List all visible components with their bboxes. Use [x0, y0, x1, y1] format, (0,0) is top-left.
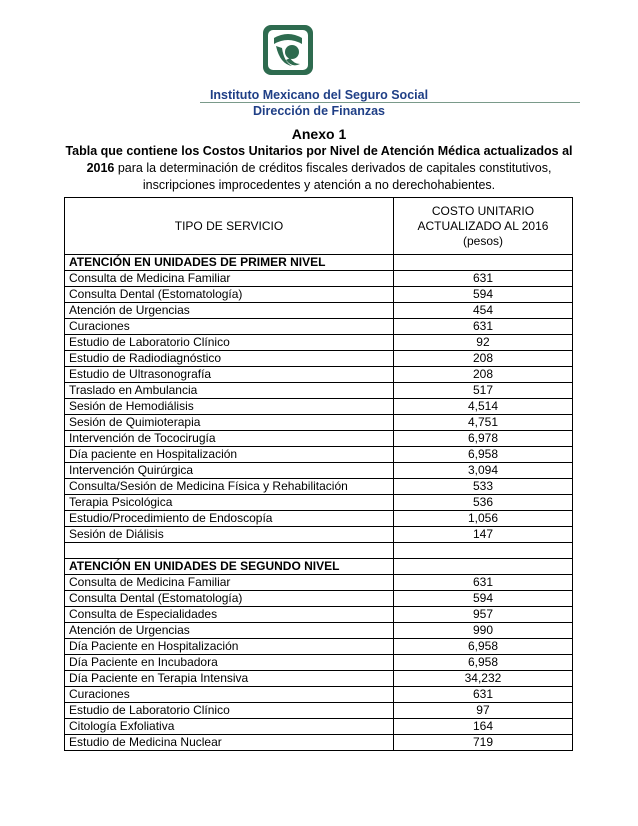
- header-service-type: TIPO DE SERVICIO: [65, 198, 394, 255]
- cost-cell: 6,958: [393, 447, 572, 463]
- description-normal: para la determinación de créditos fiscales derivados de capitales constitutivos, inscripciones improcedentes y atención a no derechohabientes.: [114, 161, 552, 192]
- service-cell: Traslado en Ambulancia: [65, 383, 394, 399]
- service-cell: Terapia Psicológica: [65, 495, 394, 511]
- service-cell: Consulta Dental (Estomatología): [65, 591, 394, 607]
- cost-cell: 536: [393, 495, 572, 511]
- table-row: [65, 623, 573, 639]
- cost-cell: 4,751: [393, 415, 572, 431]
- cost-cell: 594: [393, 591, 572, 607]
- section-heading-row: [65, 255, 573, 271]
- table-description: [62, 143, 576, 194]
- table-body: [65, 255, 573, 751]
- table-row: [65, 495, 573, 511]
- table-row: [65, 575, 573, 591]
- table-row: [65, 511, 573, 527]
- blank-cell: [393, 543, 572, 559]
- section-empty-cell: [393, 255, 572, 271]
- cost-cell: 454: [393, 303, 572, 319]
- table-row: [65, 591, 573, 607]
- service-cell: Consulta de Especialidades: [65, 607, 394, 623]
- service-cell: Consulta/Sesión de Medicina Física y Rehabilitación: [65, 479, 394, 495]
- table-row: [65, 719, 573, 735]
- cost-cell: 631: [393, 575, 572, 591]
- table-row: [65, 287, 573, 303]
- service-cell: Curaciones: [65, 319, 394, 335]
- cost-cell: 594: [393, 287, 572, 303]
- imss-logo-icon: [262, 24, 314, 76]
- cost-cell: 6,958: [393, 639, 572, 655]
- table-row: [65, 399, 573, 415]
- table-row: [65, 271, 573, 287]
- service-cell: Consulta de Medicina Familiar: [65, 575, 394, 591]
- service-cell: Consulta de Medicina Familiar: [65, 271, 394, 287]
- header-divider: [200, 102, 580, 103]
- service-cell: Sesión de Hemodiálisis: [65, 399, 394, 415]
- table-row: [65, 687, 573, 703]
- table-row: [65, 639, 573, 655]
- cost-cell: 6,978: [393, 431, 572, 447]
- service-cell: Sesión de Diálisis: [65, 527, 394, 543]
- cost-cell: 957: [393, 607, 572, 623]
- cost-cell: 533: [393, 479, 572, 495]
- service-cell: Sesión de Quimioterapia: [65, 415, 394, 431]
- table-row: [65, 303, 573, 319]
- table-row: [65, 447, 573, 463]
- cost-cell: 990: [393, 623, 572, 639]
- service-cell: Curaciones: [65, 687, 394, 703]
- table-row: [65, 655, 573, 671]
- institution-name: Instituto Mexicano del Seguro Social: [209, 88, 429, 102]
- service-cell: Día Paciente en Hospitalización: [65, 639, 394, 655]
- service-cell: Citología Exfoliativa: [65, 719, 394, 735]
- service-cell: Consulta Dental (Estomatología): [65, 287, 394, 303]
- service-cell: Día paciente en Hospitalización: [65, 447, 394, 463]
- service-cell: Estudio de Ultrasonografía: [65, 367, 394, 383]
- service-cell: Atención de Urgencias: [65, 623, 394, 639]
- service-cell: Estudio de Radiodiagnóstico: [65, 351, 394, 367]
- cost-cell: 164: [393, 719, 572, 735]
- table-header-row: [65, 198, 573, 255]
- section-heading-row: [65, 559, 573, 575]
- table-row: [65, 479, 573, 495]
- table-row: [65, 735, 573, 751]
- table-row: [65, 671, 573, 687]
- table-row: [65, 335, 573, 351]
- section-title: ATENCIÓN EN UNIDADES DE PRIMER NIVEL: [65, 255, 394, 271]
- table-row: [65, 703, 573, 719]
- service-cell: Intervención de Tococirugía: [65, 431, 394, 447]
- cost-table: [64, 197, 573, 751]
- annex-title: Anexo 1: [291, 126, 347, 142]
- header-unit-cost-l1: COSTO UNITARIO: [431, 203, 535, 218]
- table-row: [65, 463, 573, 479]
- table-row: [65, 351, 573, 367]
- service-cell: Estudio de Laboratorio Clínico: [65, 703, 394, 719]
- service-cell: Estudio de Medicina Nuclear: [65, 735, 394, 751]
- table-row: [65, 383, 573, 399]
- cost-cell: 1,056: [393, 511, 572, 527]
- table-row: [65, 415, 573, 431]
- header-unit-cost-l2: ACTUALIZADO AL 2016: [417, 218, 549, 233]
- service-cell: Día Paciente en Incubadora: [65, 655, 394, 671]
- table-row: [65, 319, 573, 335]
- service-cell: Intervención Quirúrgica: [65, 463, 394, 479]
- description-bold: Tabla que contiene los Costos Unitarios por Nivel de Atención Médica actualizados al 2016: [65, 144, 573, 175]
- cost-cell: 719: [393, 735, 572, 751]
- service-cell: Estudio de Laboratorio Clínico: [65, 335, 394, 351]
- cost-cell: 208: [393, 367, 572, 383]
- cost-cell: 631: [393, 687, 572, 703]
- header-unit-cost-l3: (pesos): [462, 233, 503, 248]
- cost-cell: 208: [393, 351, 572, 367]
- cost-cell: 631: [393, 271, 572, 287]
- blank-cell: [65, 543, 394, 559]
- table-row: [65, 431, 573, 447]
- department-name: Dirección de Finanzas: [253, 104, 385, 118]
- service-cell: Atención de Urgencias: [65, 303, 394, 319]
- cost-cell: 4,514: [393, 399, 572, 415]
- section-empty-cell: [393, 559, 572, 575]
- cost-cell: 97: [393, 703, 572, 719]
- cost-cell: 631: [393, 319, 572, 335]
- table-row: [65, 367, 573, 383]
- service-cell: Estudio/Procedimiento de Endoscopía: [65, 511, 394, 527]
- blank-row: [65, 543, 573, 559]
- cost-cell: 34,232: [393, 671, 572, 687]
- cost-cell: 92: [393, 335, 572, 351]
- cost-cell: 6,958: [393, 655, 572, 671]
- header-unit-cost: [393, 198, 572, 255]
- cost-cell: 517: [393, 383, 572, 399]
- cost-cell: 3,094: [393, 463, 572, 479]
- service-cell: Día Paciente en Terapia Intensiva: [65, 671, 394, 687]
- table-row: [65, 527, 573, 543]
- table-row: [65, 607, 573, 623]
- section-title: ATENCIÓN EN UNIDADES DE SEGUNDO NIVEL: [65, 559, 394, 575]
- cost-cell: 147: [393, 527, 572, 543]
